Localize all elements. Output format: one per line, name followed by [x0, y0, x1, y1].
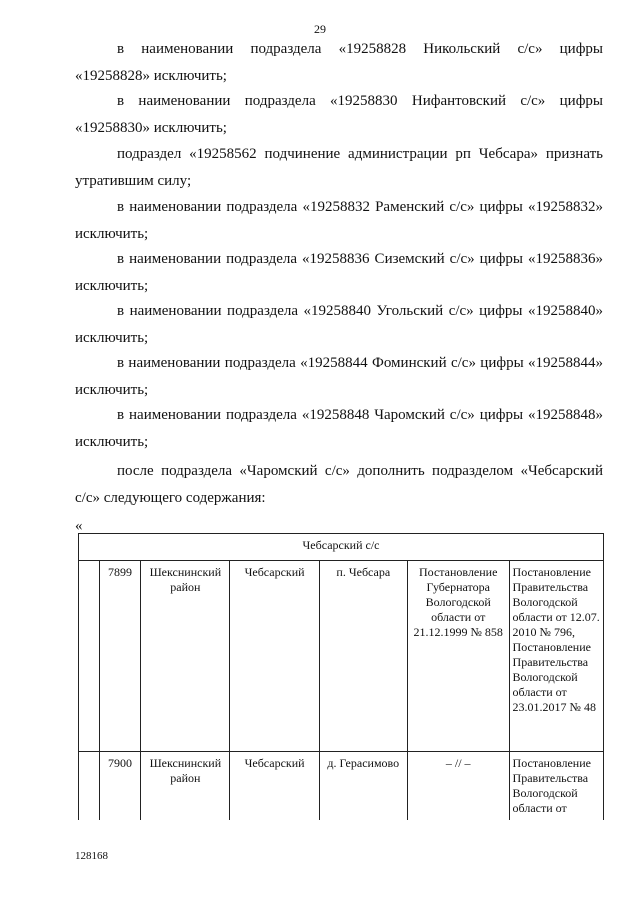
page-number: 29 [314, 22, 326, 36]
amendment-paragraph-6 [75, 298, 603, 352]
amendment-paragraph-5 [75, 246, 603, 300]
paragraph-line: исключить; [75, 226, 149, 242]
table-cell-empty [79, 561, 100, 752]
amendment-paragraph-1 [75, 36, 603, 90]
opening-quote: « [75, 518, 83, 534]
table-cell-settlement: д. Герасимово [319, 752, 407, 821]
amendment-paragraph-4 [75, 194, 603, 248]
table-cell-council: Чебсарский [230, 752, 319, 821]
paragraph-line: исключить; [75, 434, 149, 450]
footer-document-code: 128168 [75, 850, 108, 862]
table-cell-code: 7900 [99, 752, 141, 821]
paragraph-line: исключить; [75, 278, 149, 294]
paragraph-line: подраздел «19258562 подчинение администрации рп Чебсара» признать [117, 146, 603, 162]
table-cell-code: 7899 [99, 561, 141, 752]
paragraph-line: в наименовании подраздела «19258828 Никольский с/с» цифры [117, 41, 603, 57]
paragraph-line: утратившим силу; [75, 173, 192, 189]
classifier-table [78, 533, 604, 820]
table-cell-empty [79, 752, 100, 821]
paragraph-line: в наименовании подраздела «19258832 Раменский с/с» цифры «19258832» [117, 199, 603, 215]
table-cell-council: Чебсарский [230, 561, 319, 752]
amendment-paragraph-3 [75, 141, 603, 195]
paragraph-line: в наименовании подраздела «19258848 Чаромский с/с» цифры «19258848» [117, 407, 603, 423]
paragraph-line: с/с» следующего содержания: [75, 490, 266, 506]
paragraph-line: после подраздела «Чаромский с/с» дополнить подразделом «Чебсарский [117, 463, 603, 479]
amendment-paragraph-2 [75, 88, 603, 142]
paragraph-line: «19258830» исключить; [75, 120, 227, 136]
table-cell-settlement: п. Чебсара [319, 561, 407, 752]
paragraph-line: в наименовании подраздела «19258836 Сиземский с/с» цифры «19258836» [117, 251, 603, 267]
table-cell-document-1: – // – [407, 752, 509, 821]
table-cell-document-2: Постановление Правительства Вологодской области от [509, 752, 603, 821]
amendment-paragraph-8 [75, 402, 603, 456]
table-cell-district: Шекснинский район [141, 752, 230, 821]
paragraph-line: исключить; [75, 330, 149, 346]
table-cell-document-1: Постановление Губернатора Вологодской области от 21.12.1999 № 858 [407, 561, 509, 752]
table-row [79, 752, 604, 821]
paragraph-line: в наименовании подраздела «19258840 Угольский с/с» цифры «19258840» [117, 303, 603, 319]
table-row [79, 561, 604, 752]
table-cell-document-2: Постановление Правительства Вологодской области от 12.07. 2010 № 796, Постановление Правительства Вологодской области от 23.01.2017 № 48 [509, 561, 603, 752]
paragraph-line: в наименовании подраздела «19258844 Фоминский с/с» цифры «19258844» [117, 355, 603, 371]
paragraph-line: исключить; [75, 382, 149, 398]
table-cell-district: Шекснинский район [141, 561, 230, 752]
amendment-paragraph-7 [75, 350, 603, 404]
amendment-paragraph-9 [75, 458, 603, 512]
table-group-header-row [79, 534, 604, 561]
paragraph-line: «19258828» исключить; [75, 68, 227, 84]
table-group-header: Чебсарский с/с [79, 534, 604, 561]
paragraph-line: в наименовании подраздела «19258830 Нифантовский с/с» цифры [117, 93, 603, 109]
